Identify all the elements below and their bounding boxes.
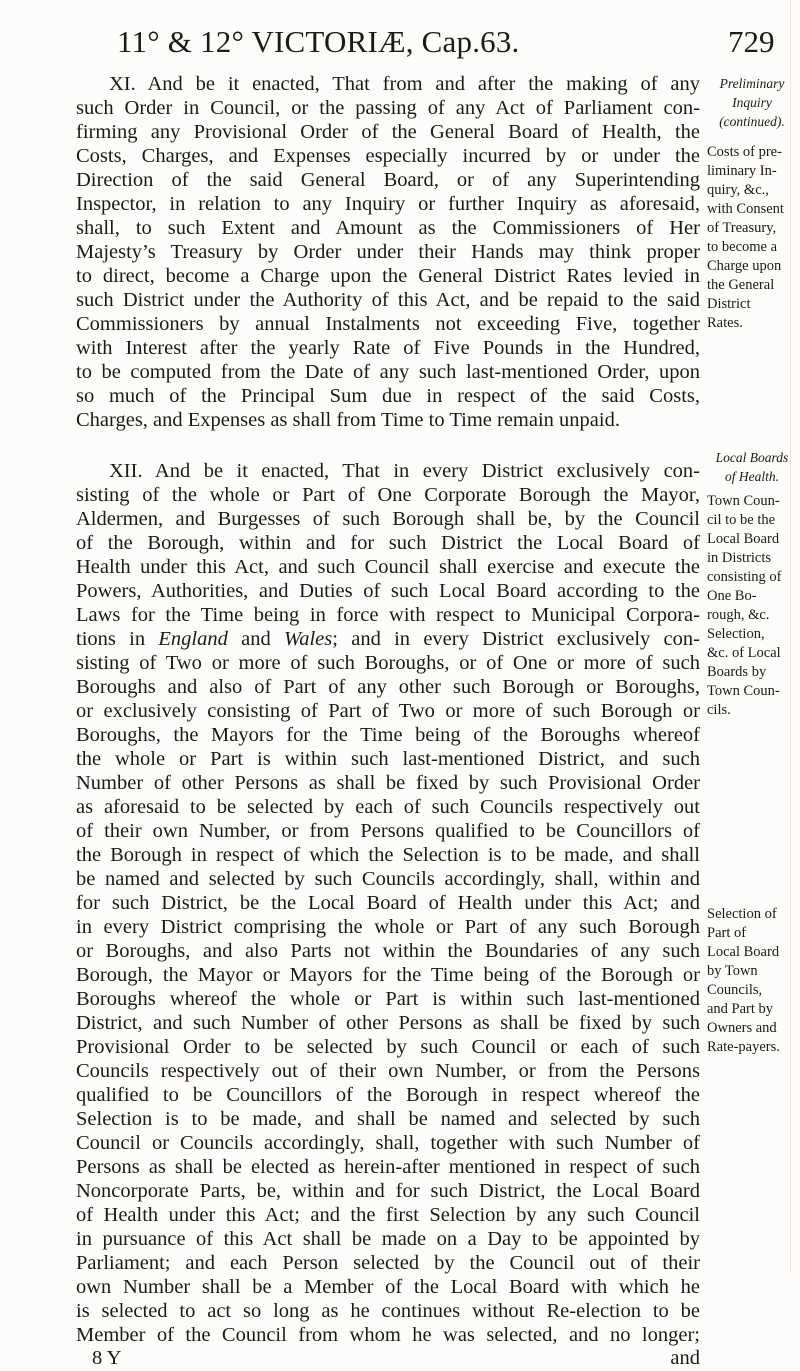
text-line: sisting of Two or more of such Boroughs, or of One or more of such: [76, 652, 700, 674]
margin-note-line: Town Coun-: [707, 493, 780, 509]
header-title: 11° & 12° VICTORIÆ, Cap.63.: [117, 24, 520, 59]
margin-note-line: One Bo-: [707, 588, 757, 604]
text-line: Aldermen, and Burgesses of such Borough shall be, by the Council: [76, 508, 700, 530]
text-line: firming any Provisional Order of the General Board of Health, the: [76, 121, 700, 143]
text-line: Noncorporate Parts, be, within and for such District, the Local Board: [76, 1180, 700, 1202]
margin-note-line: and Part by: [707, 1001, 774, 1017]
text-line: Commissioners by annual Instalments not exceeding Five, together: [76, 313, 700, 335]
text-line: Number of other Persons as shall be fixed by such Provisional Order: [76, 772, 700, 794]
text-line: Majesty’s Treasury by Order under their Hands may think proper: [76, 241, 700, 263]
text-line: sisting of the whole or Part of One Corporate Borough the Mayor,: [76, 484, 700, 506]
margin-note-line: Town Coun-: [707, 683, 780, 699]
margin-note-line: Rate-payers.: [707, 1039, 780, 1055]
text-line: shall, to such Extent and Amount as the Commissioners of Her: [76, 217, 700, 239]
page-footer: [76, 1347, 700, 1371]
margin-note-line: Costs of pre-: [707, 144, 782, 160]
running-header: [0, 0, 800, 70]
section-xi: [76, 72, 700, 432]
text-line: qualified to be Councillors of the Borough in respect whereof the: [76, 1084, 700, 1106]
text-line: Laws for the Time being in force with respect to Municipal Corpora-: [76, 604, 700, 626]
text-line: is selected to act so long as he continues without Re-election to be: [76, 1300, 700, 1322]
text-line: so much of the Principal Sum due in respect of the said Costs,: [76, 385, 700, 407]
margin-note-line: Charge upon: [707, 258, 782, 274]
margin-note-line: Local Board: [707, 531, 780, 547]
text-line: Selection is to be made, and shall be named and selected by such: [76, 1108, 700, 1130]
text-line: Provisional Order to be selected by such Council or each of such: [76, 1036, 700, 1058]
text-line: Boroughs whereof the whole or Part is within such last-mentioned: [76, 988, 700, 1010]
margin-note-line: Boards by: [707, 664, 767, 680]
text-line: tions in England and Wales; and in every District exclusively con-: [76, 628, 700, 650]
text-line: be named and selected by such Councils accordingly, shall, within and: [76, 868, 700, 890]
text-line: District, and such Number of other Persons as shall be fixed by such: [76, 1012, 700, 1034]
text-line: the Borough in respect of which the Selection is to be made, and shall: [76, 844, 700, 866]
margin-note-line: consisting of: [707, 569, 782, 585]
margin-note-line: cils.: [707, 702, 731, 718]
margin-note-line: &c. of Local: [707, 645, 781, 661]
margin-note-line: Local Board: [707, 944, 780, 960]
margin-note-line: Councils,: [707, 982, 763, 998]
text-line: of the Borough, within and for such District the Local Board of: [76, 532, 700, 554]
text-line: such District under the Authority of this Act, and be repaid to the said: [76, 289, 700, 311]
text-line: in pursuance of this Act shall be made on a Day to be appointed by: [76, 1228, 700, 1250]
text-line: Council or Councils accordingly, shall, together with such Number of: [76, 1132, 700, 1154]
margin-note-line: of Treasury,: [707, 220, 777, 236]
margin-note-local-boards: [707, 448, 797, 720]
text-line: Powers, Authorities, and Duties of such Local Board according to the: [76, 580, 700, 602]
margin-note-line: in Districts: [707, 550, 772, 566]
margin-heading: [707, 448, 797, 486]
margin-note-line: cil to be the: [707, 512, 776, 528]
text-line: Parliament; and each Person selected by the Council out of their: [76, 1252, 700, 1274]
margin-note-line: liminary In-: [707, 163, 777, 179]
text-line: such Order in Council, or the passing of any Act of Parliament con-: [76, 97, 700, 119]
margin-heading-line: (continued).: [719, 114, 785, 129]
text-line: or Boroughs, and also Parts not within the Boundaries of any such: [76, 940, 700, 962]
margin-note-line: rough, &c.: [707, 607, 770, 623]
text-line: with Interest after the yearly Rate of Five Pounds in the Hundred,: [76, 337, 700, 359]
text-line: Charges, and Expenses as shall from Time to Time remain unpaid.: [76, 409, 620, 431]
margin-note-line: Rates.: [707, 315, 743, 331]
text-line: Councils respectively out of their own Number, or from the Persons: [76, 1060, 700, 1082]
margin-heading-line: Preliminary: [719, 76, 785, 91]
text-line: XII. And be it enacted, That in every District exclusively con-: [109, 460, 700, 482]
text-line: as aforesaid to be selected by each of such Councils respectively out: [76, 796, 700, 818]
margin-note-line: by Town: [707, 963, 758, 979]
margin-note-selection: [707, 905, 797, 1057]
margin-heading-line: of Health.: [725, 469, 779, 484]
margin-note-line: Part of: [707, 925, 747, 941]
margin-note-costs: [707, 74, 797, 333]
margin-heading-line: Inquiry: [732, 95, 772, 110]
margin-note-line: Owners and: [707, 1020, 777, 1036]
margin-note-line: Selection,: [707, 626, 765, 642]
text-line: Inspector, in relation to any Inquiry or further Inquiry as aforesaid,: [76, 193, 700, 215]
text-line: the whole or Part is within such last-mentioned District, and such: [76, 748, 700, 770]
section-xii: [76, 459, 700, 1347]
catchword: and: [670, 1347, 700, 1369]
margin-note-line: with Consent: [707, 201, 784, 217]
margin-note-line: the General: [707, 277, 775, 293]
text-line: Boroughs, the Mayors for the Time being of the Boroughs whereof: [76, 724, 700, 746]
margin-note-line: District: [707, 296, 751, 312]
text-line: XI. And be it enacted, That from and after the making of any: [109, 73, 700, 95]
text-line: to direct, become a Charge upon the General District Rates levied in: [76, 265, 700, 287]
margin-note-line: quiry, &c.,: [707, 182, 769, 198]
margin-note-line: to become a: [707, 239, 778, 255]
text-line: Health under this Act, and such Council shall exercise and execute the: [76, 556, 700, 578]
text-line: to be computed from the Date of any such last-mentioned Order, upon: [76, 361, 700, 383]
text-line: Member of the Council from whom he was selected, and no longer;: [76, 1324, 700, 1346]
text-line: Boroughs and also of Part of any other such Borough or Boroughs,: [76, 676, 700, 698]
page-number: 729: [728, 24, 775, 59]
text-line: for such District, be the Local Board of Health under this Act; and: [76, 892, 700, 914]
signature-mark: 8 Y: [92, 1347, 122, 1369]
margin-heading-line: Local Boards: [715, 450, 789, 465]
text-line: Persons as shall be elected as herein-after mentioned in respect of such: [76, 1156, 700, 1178]
text-line: Direction of the said General Board, or of any Superintending: [76, 169, 700, 191]
text-line: Costs, Charges, and Expenses especially incurred by or under the: [76, 145, 700, 167]
text-line: or exclusively consisting of Part of Two or more of such Borough or: [76, 700, 700, 722]
text-line: in every District comprising the whole or Part of any such Borough: [76, 916, 700, 938]
section-gap: [76, 432, 700, 459]
text-line: of Health under this Act; and the first Selection by any such Council: [76, 1204, 700, 1226]
text-line: of their own Number, or from Persons qualified to be Councillors of: [76, 820, 700, 842]
main-text-column: [76, 72, 700, 1371]
text-line: own Number shall be a Member of the Local Board with which he: [76, 1276, 700, 1298]
margin-note-line: Selection of: [707, 906, 777, 922]
margin-heading: [707, 74, 797, 131]
text-line: Borough, the Mayor or Mayors for the Time being of the Borough or: [76, 964, 700, 986]
